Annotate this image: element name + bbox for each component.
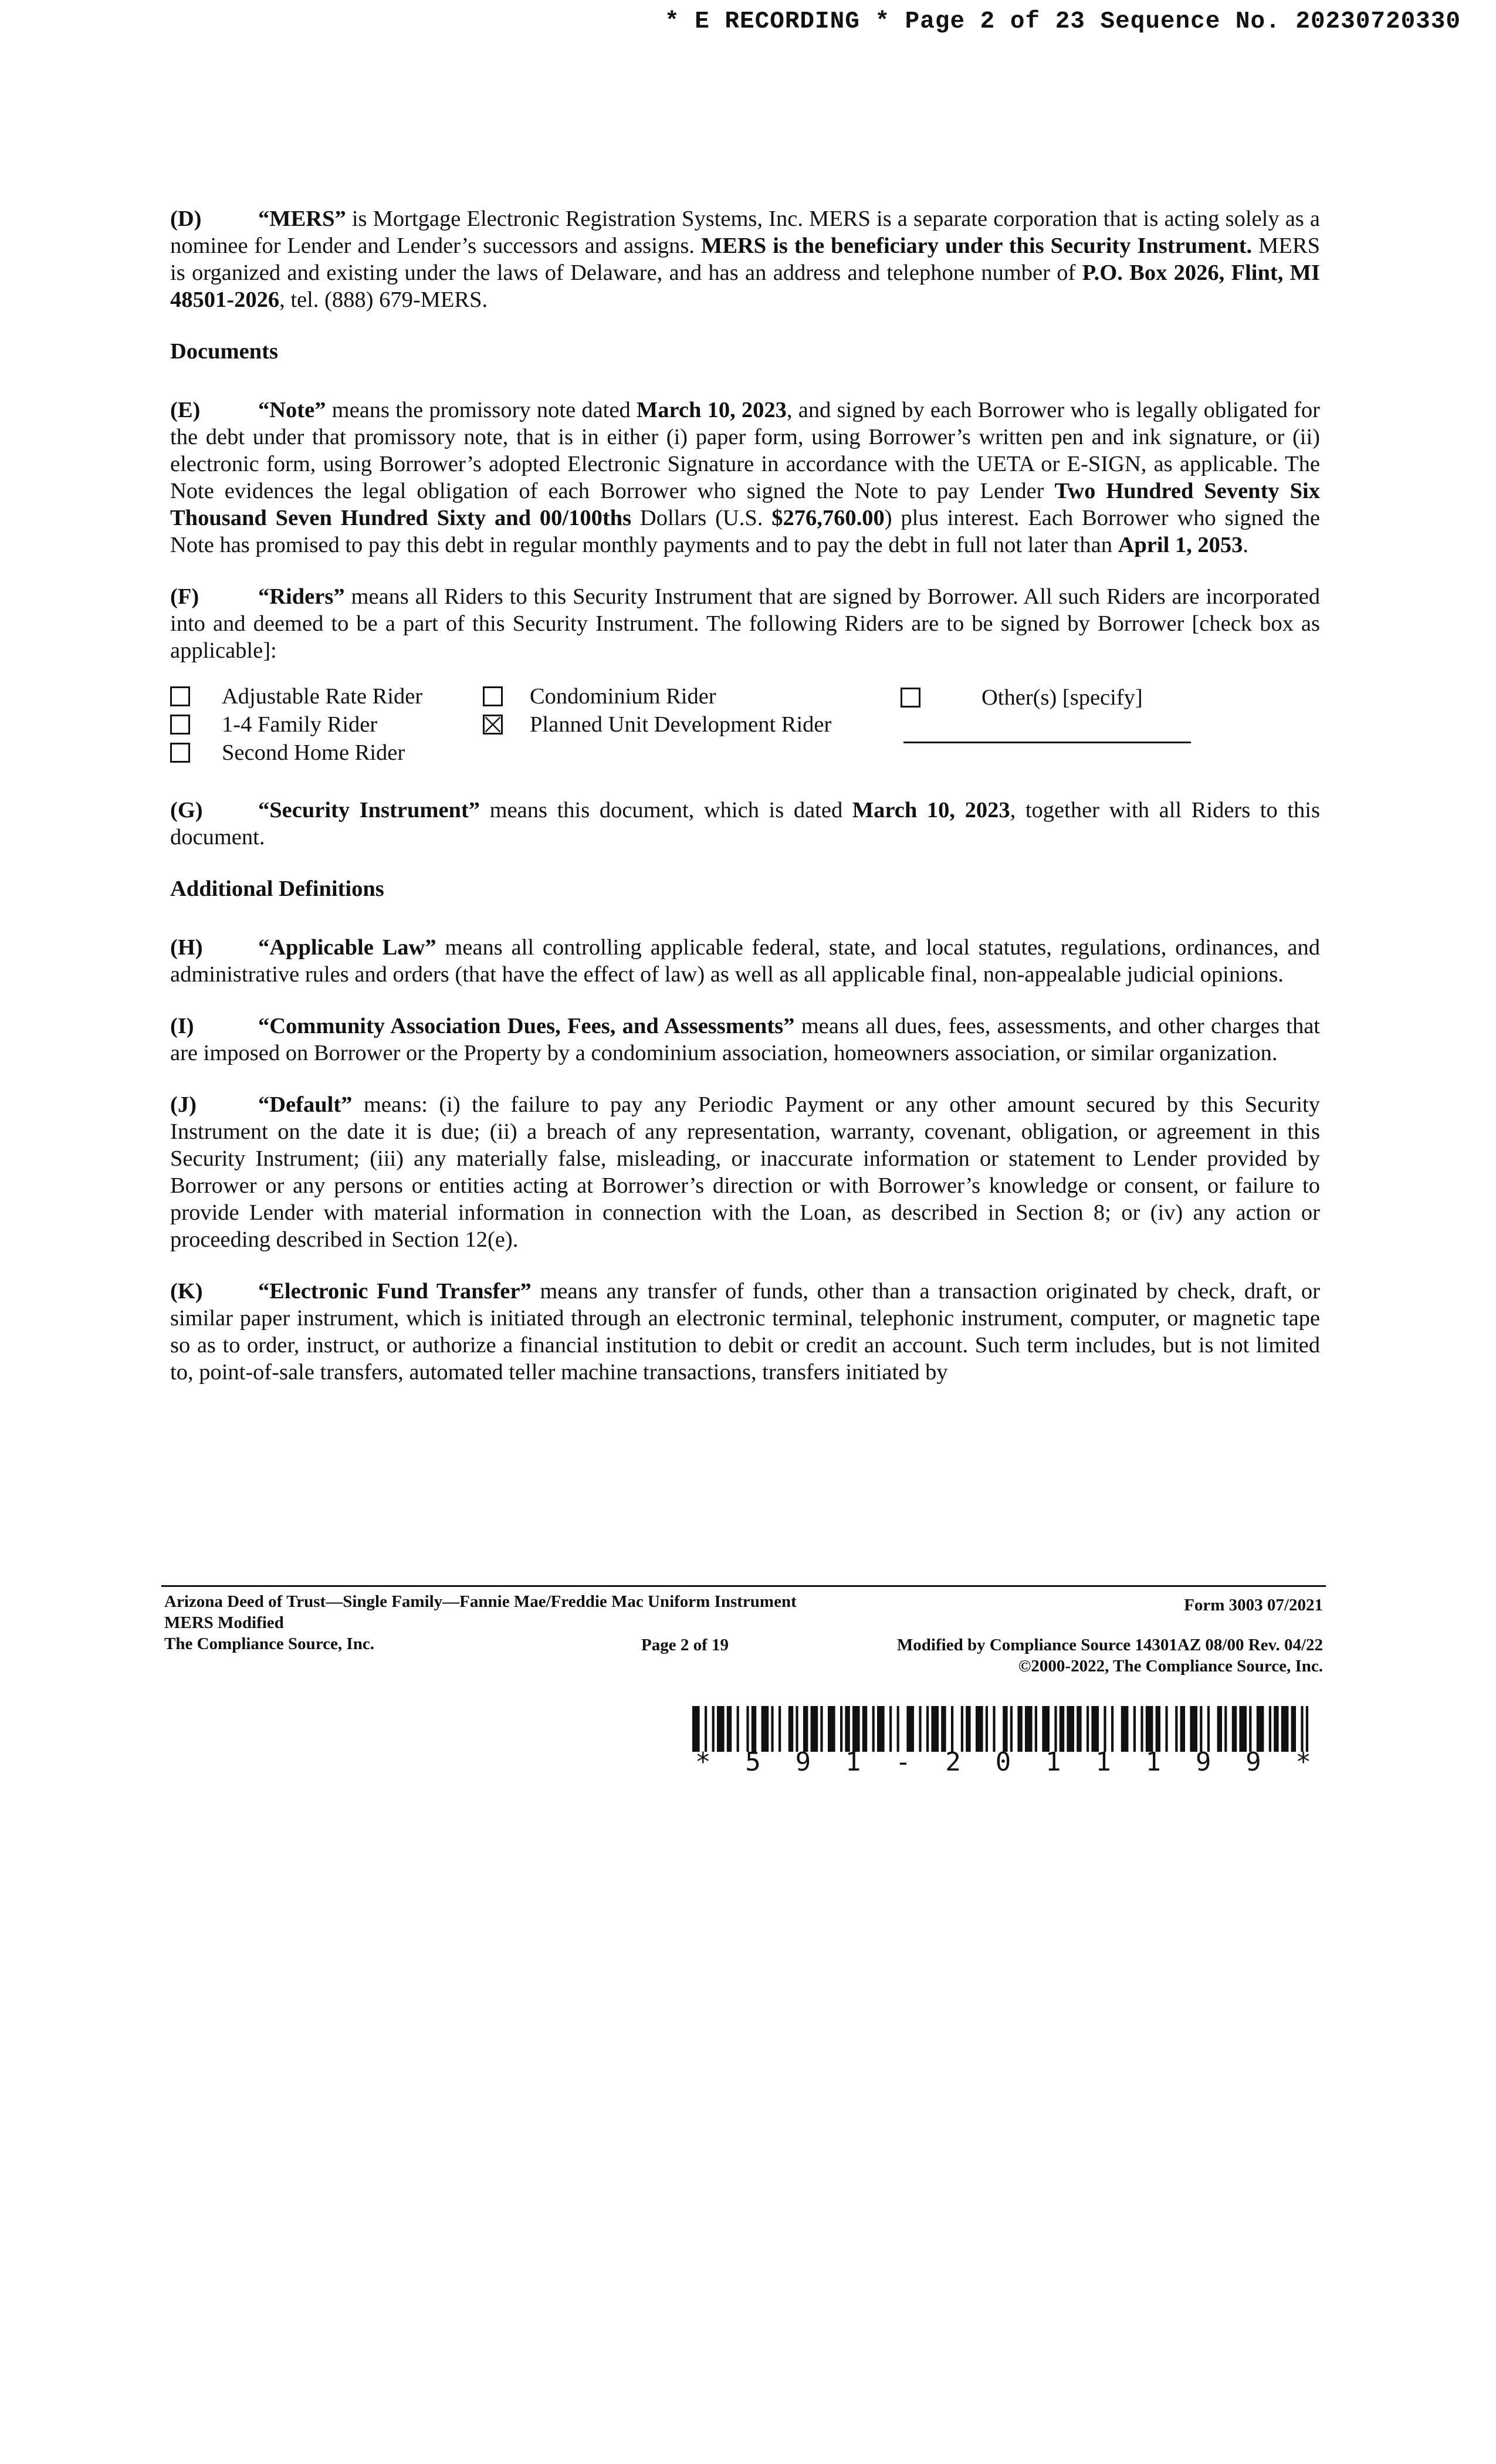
barcode-bar <box>752 1706 756 1752</box>
barcode-bar <box>1003 1706 1007 1752</box>
barcode-bars <box>692 1706 1308 1752</box>
barcode-bar <box>1207 1706 1210 1752</box>
other-rider-checkbox[interactable] <box>901 688 920 708</box>
defined-term: “MERS” <box>258 207 346 231</box>
section-text: means: (i) the failure to pay any Periodic Payment or any other amount secured by this Security Instrument on the date it is due; (ii) a breach of any representation, warranty, covenant, obligation, or agreement in this Security Instrument; (iii) any materially false, misleading, or inaccurate information or statement to Lender provided by Borrower or any persons or entities acting at Borrower’s direction or with Borrower’s knowledge or consent, or failure to provide Lender with material information in connection with the Loan, as described in Section 8; or (iv) any action or proceeding described in Section 12(e). <box>170 1092 1320 1252</box>
barcode-bar <box>1111 1706 1113 1752</box>
section-text: . <box>1243 533 1249 557</box>
defined-term: “Riders” <box>258 584 345 609</box>
barcode-char: - <box>895 1747 911 1777</box>
rider-label: 1-4 Family Rider <box>222 712 378 737</box>
barcode-bar <box>761 1706 769 1752</box>
rider-label: Planned Unit Development Rider <box>530 712 832 737</box>
barcode-bar <box>788 1706 793 1752</box>
rider-label: Adjustable Rate Rider <box>222 684 423 709</box>
barcode-bar <box>1274 1706 1278 1752</box>
rider-second-home <box>170 739 405 766</box>
barcode-bar <box>746 1706 749 1752</box>
section-letter: (I) <box>170 1014 194 1038</box>
barcode-bar <box>1224 1706 1227 1752</box>
defined-term: “Default” <box>258 1092 353 1117</box>
barcode-char: 1 <box>1145 1747 1162 1777</box>
barcode-text <box>695 1747 1311 1777</box>
section-j <box>170 1091 1320 1253</box>
rider-1-4-family <box>170 711 377 738</box>
section-letter: (J) <box>170 1092 197 1117</box>
section-text: MERS is organized and existing under the laws of Delaware, and has an address and telephone number of <box>170 233 1320 285</box>
instrument-date: March 10, 2023 <box>852 798 1010 823</box>
barcode-bar <box>941 1706 946 1752</box>
barcode-char: * <box>695 1747 711 1777</box>
barcode <box>692 1706 1308 1752</box>
barcode-bar <box>1200 1706 1202 1752</box>
barcode-bar <box>993 1706 995 1752</box>
barcode-bar <box>820 1706 823 1752</box>
amount-words: Two Hundred Seventy Six Thousand Seven Hundred Sixty and 00/100ths <box>170 479 1320 530</box>
barcode-bar <box>1042 1706 1050 1752</box>
condominium-checkbox[interactable] <box>483 686 503 706</box>
section-text: means all dues, fees, assessments, and other charges that are imposed on Borrower or the Property by a condominium association, homeowners association, or similar organization. <box>170 1014 1320 1065</box>
defined-term: “Community Association Dues, Fees, and Assessments” <box>258 1014 795 1038</box>
modified-by: Modified by Compliance Source 14301AZ 08/00 Rev. 04/22 <box>896 1636 1323 1654</box>
barcode-bar <box>1060 1706 1064 1752</box>
barcode-char: 2 <box>945 1747 961 1777</box>
defined-term: “Note” <box>258 398 326 422</box>
documents-heading: Documents <box>170 339 278 364</box>
barcode-char: 9 <box>1245 1747 1261 1777</box>
section-text: , and signed by each Borrower who is legally obligated for the debt under that promissory note, that is in either (i) paper form, using Borrower’s written pen and ink signature, or (ii) electronic form, using Borrower’s adopted Electronic Signature in accordance with the UETA or E-SIGN, as applicable. The Note evidences the legal obligation of each Borrower who signed the Note to pay Lender <box>170 398 1321 503</box>
barcode-bar <box>1257 1706 1264 1752</box>
barcode-bar <box>1091 1706 1099 1752</box>
barcode-bar <box>712 1706 715 1752</box>
barcode-bar <box>1301 1706 1303 1752</box>
rider-label: Second Home Rider <box>222 740 405 765</box>
barcode-bar <box>1232 1706 1237 1752</box>
barcode-bar <box>1035 1706 1037 1752</box>
barcode-bar <box>919 1706 921 1752</box>
barcode-bar <box>1269 1706 1271 1752</box>
mers-modified-label: MERS Modified <box>164 1613 284 1632</box>
loan-amount: $276,760.00 <box>771 506 885 530</box>
barcode-bar <box>845 1706 849 1752</box>
rider-adjustable-rate <box>170 683 422 710</box>
barcode-bar <box>737 1706 739 1752</box>
barcode-char: * <box>1295 1747 1311 1777</box>
barcode-bar <box>1121 1706 1129 1752</box>
section-e <box>170 397 1320 559</box>
section-letter: (D) <box>170 207 202 231</box>
note-date: March 10, 2023 <box>636 398 787 422</box>
barcode-bar <box>852 1706 860 1752</box>
barcode-bar <box>705 1706 707 1752</box>
barcode-bar <box>771 1706 773 1752</box>
barcode-bar <box>796 1706 798 1752</box>
barcode-bar <box>1281 1706 1289 1752</box>
company-name: The Compliance Source, Inc. <box>164 1634 374 1653</box>
section-d <box>170 205 1320 313</box>
barcode-char: 9 <box>1195 1747 1211 1777</box>
section-letter: (G) <box>170 798 203 823</box>
barcode-bar <box>692 1706 700 1752</box>
barcode-bar <box>1306 1706 1308 1752</box>
defined-term: “Electronic Fund Transfer” <box>258 1279 532 1304</box>
rider-other <box>901 684 1143 711</box>
maturity-date: April 1, 2053 <box>1118 533 1243 557</box>
section-text: means this document, which is dated <box>480 798 852 823</box>
page-number: Page 2 of 19 <box>641 1636 729 1654</box>
barcode-char: 5 <box>745 1747 761 1777</box>
section-i <box>170 1013 1320 1067</box>
barcode-bar <box>986 1706 988 1752</box>
barcode-bar <box>897 1706 899 1752</box>
defined-term: “Applicable Law” <box>258 935 436 960</box>
barcode-char: 1 <box>845 1747 861 1777</box>
section-f <box>170 583 1320 664</box>
barcode-bar <box>828 1706 835 1752</box>
barcode-bar <box>862 1706 867 1752</box>
barcode-bar <box>1140 1706 1143 1752</box>
section-text: Dollars (U.S. <box>631 506 772 530</box>
barcode-bar <box>976 1706 983 1752</box>
barcode-char: 1 <box>1045 1747 1061 1777</box>
barcode-bar <box>717 1706 725 1752</box>
section-letter: (K) <box>170 1279 203 1304</box>
rider-label: Condominium Rider <box>530 684 716 709</box>
barcode-bar <box>840 1706 842 1752</box>
barcode-bar <box>811 1706 818 1752</box>
second-home-checkbox[interactable] <box>170 743 190 763</box>
barcode-bar <box>961 1706 963 1752</box>
footer-divider <box>161 1585 1326 1587</box>
barcode-bar <box>1017 1706 1022 1752</box>
rider-condominium <box>483 683 716 710</box>
barcode-char: 0 <box>995 1747 1011 1777</box>
barcode-bar <box>1291 1706 1296 1752</box>
other-rider-specify-line <box>903 742 1191 743</box>
checked-x-icon <box>485 716 501 733</box>
barcode-bar <box>1239 1706 1247 1752</box>
barcode-bar <box>926 1706 929 1752</box>
one-four-family-checkbox[interactable] <box>170 715 190 735</box>
section-text: ) plus interest. Each Borrower who signed the Note has promised to pay this debt in regular monthly payments and to pay the debt in full not later than <box>170 506 1320 557</box>
barcode-bar <box>951 1706 953 1752</box>
section-text: means any transfer of funds, other than a transaction originated by check, draft, or similar paper instrument, which is initiated through an electronic terminal, telephonic instrument, computer, or magnetic tape so as to order, instruct, or authorize a financial institution to debit or credit an account. Such term includes, but is not limited to, point-of-sale transfers, automated teller machine transactions, transfers initiated by <box>170 1279 1320 1385</box>
barcode-bar <box>1146 1706 1153 1752</box>
barcode-bar <box>966 1706 970 1752</box>
barcode-bar <box>1087 1706 1089 1752</box>
additional-definitions-heading: Additional Definitions <box>170 876 384 901</box>
barcode-bar <box>1165 1706 1167 1752</box>
form-title: Arizona Deed of Trust—Single Family—Fannie Mae/Freddie Mac Uniform Instrument <box>164 1592 797 1611</box>
barcode-bar <box>1104 1706 1106 1752</box>
section-letter: (H) <box>170 935 203 960</box>
barcode-bar <box>889 1706 892 1752</box>
section-bold-text: MERS is the beneficiary under this Security Instrument. <box>700 233 1253 258</box>
barcode-bar <box>779 1706 781 1752</box>
section-text: , tel. (888) 679-MERS. <box>279 287 488 312</box>
barcode-bar <box>1156 1706 1160 1752</box>
section-text: means all controlling applicable federal, state, and local statutes, regulations, ordinances, and administrative rules and orders (that have the effect of law) as well as all applicable final, non-appealable judicial opinions. <box>170 935 1320 987</box>
recording-stamp: * E RECORDING * Page 2 of 23 Sequence No. 20230720330 <box>664 8 1461 35</box>
barcode-bar <box>1180 1706 1185 1752</box>
document-body <box>170 205 1320 1410</box>
pud-checkbox[interactable] <box>483 715 503 735</box>
barcode-bar <box>1077 1706 1081 1752</box>
copyright: ©2000-2022, The Compliance Source, Inc. <box>1018 1657 1323 1676</box>
defined-term: “Security Instrument” <box>258 798 480 823</box>
section-letter: (E) <box>170 398 201 422</box>
barcode-bar <box>803 1706 808 1752</box>
section-k <box>170 1278 1320 1386</box>
adjustable-rate-checkbox[interactable] <box>170 686 190 706</box>
barcode-bar <box>1190 1706 1197 1752</box>
barcode-bar <box>1133 1706 1136 1752</box>
barcode-bar <box>1217 1706 1222 1752</box>
barcode-bar <box>727 1706 732 1752</box>
barcode-char: 9 <box>795 1747 811 1777</box>
barcode-char: 1 <box>1095 1747 1111 1777</box>
riders-checklist <box>170 683 1320 773</box>
rider-label: Other(s) [specify] <box>981 685 1143 710</box>
barcode-bar <box>1025 1706 1033 1752</box>
section-text: means the promissory note dated <box>326 398 637 422</box>
barcode-bar <box>1249 1706 1251 1752</box>
mers-address: P.O. Box 2026, Flint, MI 48501-2026 <box>170 260 1320 312</box>
section-h <box>170 934 1320 988</box>
barcode-bar <box>931 1706 939 1752</box>
barcode-bar <box>1175 1706 1177 1752</box>
barcode-bar <box>1010 1706 1013 1752</box>
barcode-bar <box>872 1706 875 1752</box>
form-number: Form 3003 07/2021 <box>1184 1596 1323 1615</box>
barcode-bar <box>1067 1706 1074 1752</box>
section-text: is Mortgage Electronic Registration Systems, Inc. MERS is a separate corporation that is acting solely as a nominee for Lender and Lender’s successors and assigns. <box>170 207 1320 258</box>
barcode-bar <box>1054 1706 1057 1752</box>
section-text: , together with all Riders to this document. <box>170 798 1320 849</box>
section-g <box>170 797 1320 851</box>
section-text: means all Riders to this Security Instrument that are signed by Borrower. All such Riders are incorporated into and deemed to be a part of this Security Instrument. The following Riders are to be signed by Borrower [check box as applicable]: <box>170 584 1320 663</box>
rider-pud <box>483 711 831 738</box>
page-footer <box>164 1591 1323 1685</box>
barcode-bar <box>906 1706 914 1752</box>
barcode-bar <box>877 1706 885 1752</box>
section-letter: (F) <box>170 584 199 609</box>
